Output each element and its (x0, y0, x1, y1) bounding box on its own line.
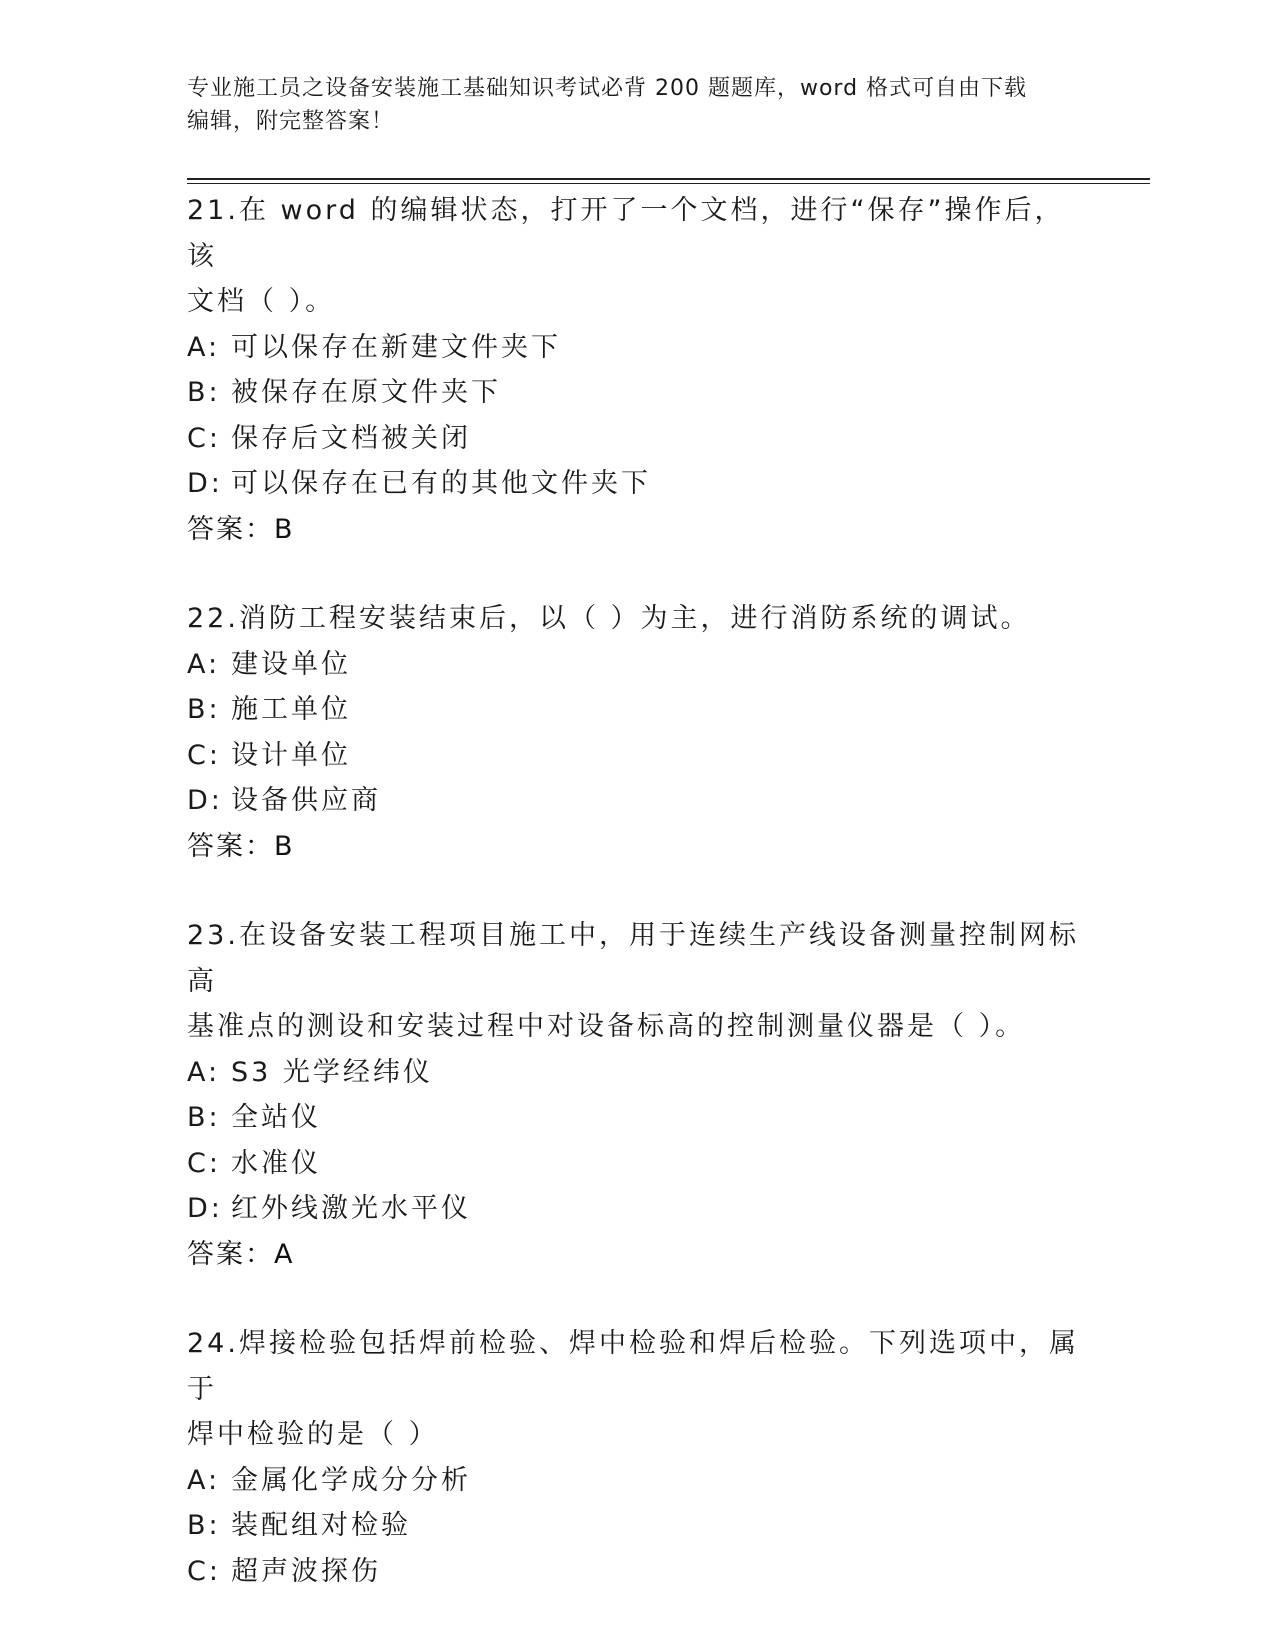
option-letter: C: (187, 1147, 221, 1179)
question-stem-line: 24.焊接检验包括焊前检验、焊中检验和焊后检验。下列选项中，属于 (187, 1328, 1079, 1405)
header-divider-thick (187, 178, 1150, 180)
option-a (187, 1458, 1087, 1504)
option-letter: B: (187, 1102, 221, 1133)
option-text: 超声波探伤 (231, 1555, 381, 1587)
header-line-1: 专业施工员之设备安装施工基础知识考试必背 200 题题库，word 格式可自由下载 (187, 76, 1028, 101)
option-text: 被保存在原文件夹下 (231, 377, 501, 408)
option-letter: A: (187, 1056, 221, 1088)
document-header (187, 72, 1067, 138)
option-b (187, 370, 1087, 416)
question-stem-line: 23.在设备安装工程项目施工中，用于连续生产线设备测量控制网标高 (187, 920, 1079, 997)
option-text: 设计单位 (231, 739, 351, 771)
question-22 (187, 596, 1087, 869)
option-text: 金属化学成分分析 (231, 1464, 471, 1496)
header-divider-thin (187, 183, 1150, 184)
option-text: 可以保存在已有的其他文件夹下 (231, 468, 651, 499)
option-letter: B: (187, 377, 221, 408)
option-b (187, 687, 1087, 733)
option-c (187, 1141, 1087, 1187)
question-24 (187, 1321, 1087, 1594)
header-line-2: 编辑，附完整答案！ (187, 109, 395, 134)
option-letter: C: (187, 422, 221, 454)
option-d (187, 778, 1087, 824)
option-a (187, 325, 1087, 371)
option-text: 建设单位 (231, 648, 351, 680)
question-stem-line: 21.在 word 的编辑状态，打开了一个文档，进行“保存”操作后，该 (187, 195, 1065, 272)
option-letter: C: (187, 739, 221, 771)
option-a (187, 1050, 1087, 1096)
option-letter: C: (187, 1555, 221, 1587)
option-letter: A: (187, 1464, 221, 1496)
option-c (187, 1549, 1087, 1595)
question-stem-line: 焊中检验的是（ ） (187, 1419, 439, 1450)
option-letter: D: (187, 468, 223, 499)
option-text: 红外线激光水平仪 (231, 1193, 471, 1224)
option-d (187, 1186, 1087, 1232)
option-text: 施工单位 (231, 694, 351, 725)
question-23 (187, 913, 1087, 1277)
question-stem-line: 文档（ ）。 (187, 286, 336, 317)
option-letter: B: (187, 694, 221, 725)
question-stem-line: 22.消防工程安装结束后，以（ ）为主，进行消防系统的调试。 (187, 603, 1031, 634)
option-letter: A: (187, 648, 221, 680)
option-letter: B: (187, 1510, 221, 1541)
option-text: 装配组对检验 (231, 1510, 411, 1541)
answer-line: 答案：B (187, 830, 295, 862)
answer-line: 答案：A (187, 1238, 295, 1270)
question-list (187, 188, 1087, 1638)
option-text: 水准仪 (231, 1147, 321, 1179)
question-stem-line: 基准点的测设和安装过程中对设备标高的控制测量仪器是（ ）。 (187, 1011, 1026, 1042)
option-text: 设备供应商 (231, 785, 381, 816)
question-21 (187, 188, 1087, 552)
option-text: S3 光学经纬仪 (231, 1056, 433, 1088)
option-b (187, 1095, 1087, 1141)
option-letter: D: (187, 785, 223, 816)
option-a (187, 642, 1087, 688)
option-text: 可以保存在新建文件夹下 (231, 331, 561, 363)
option-c (187, 733, 1087, 779)
option-d (187, 461, 1087, 507)
option-letter: D: (187, 1193, 223, 1224)
option-b (187, 1503, 1087, 1549)
option-text: 全站仪 (231, 1102, 321, 1133)
option-text: 保存后文档被关闭 (231, 422, 471, 454)
option-c (187, 416, 1087, 462)
option-letter: A: (187, 331, 221, 363)
answer-line: 答案：B (187, 513, 295, 545)
